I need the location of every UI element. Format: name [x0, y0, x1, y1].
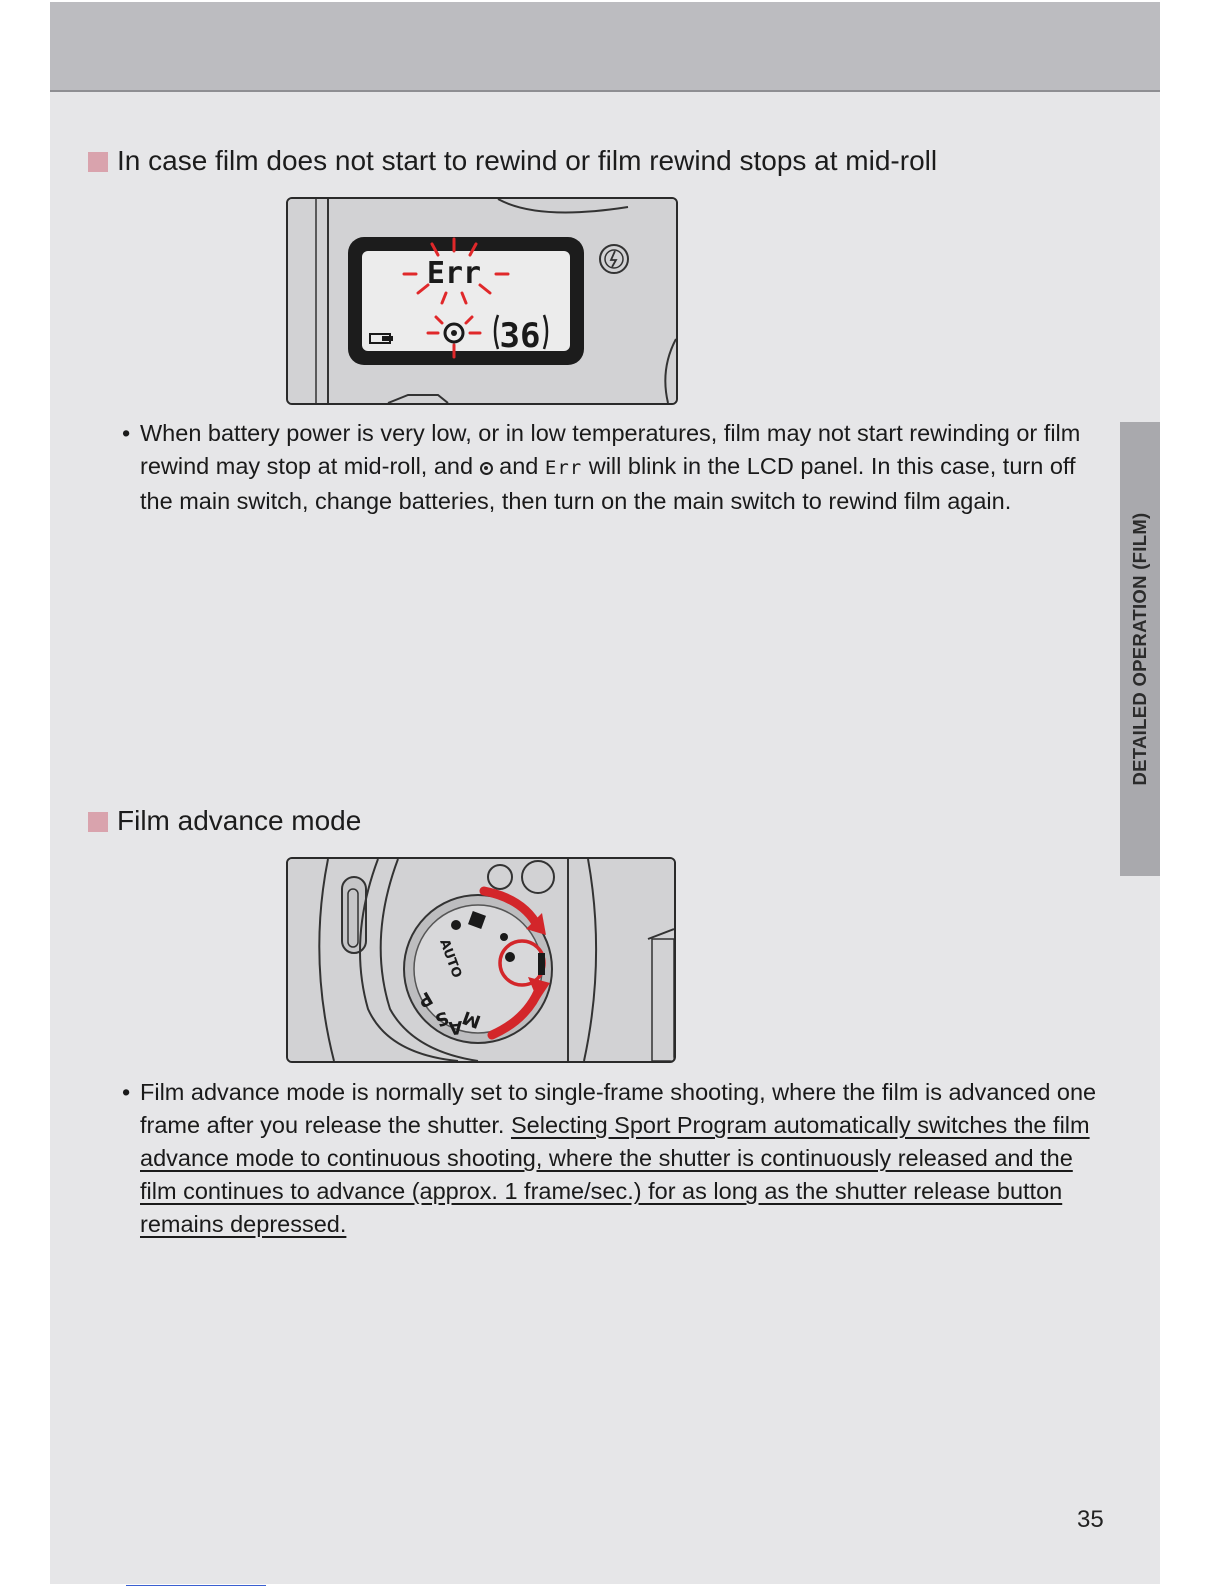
rewind-lcd-icon — [480, 462, 493, 475]
heading-square-icon — [88, 812, 108, 832]
mode-dial-illustration — [286, 857, 676, 1063]
bullet-text: Film advance mode is normally set to single-frame shooting, where the film is advanced one frame after you release the shutter. Selecting Sport Program automatically switches the film advance mode to continuous shooting, where the shutter is continuously released and the film continues to advance (approx. 1 frame/sec.) for as long as the shutter release button remains depressed. — [140, 1079, 1097, 1237]
bullet-dot: • — [122, 1079, 131, 1105]
lcd-err-text: Err — [426, 256, 482, 291]
dial-label-s: S — [432, 1006, 452, 1031]
manual-page — [50, 2, 1160, 1584]
lcd-frame-counter: 36 — [499, 316, 541, 356]
page-number: 35 — [1077, 1506, 1104, 1533]
header-band — [50, 2, 1160, 92]
underlined-sport-program-note: Selecting Sport Program automatically switches the film advance mode to continuous shooting, where the shutter is continuously released and the film continues to advance (approx. 1 frame/sec.) for as long as the shutter release button remains depressed. — [140, 1112, 1090, 1237]
section-heading-rewind: In case film does not start to rewind or film rewind stops at mid-roll — [88, 145, 937, 177]
bullet-text: When battery power is very low, or in low temperatures, film may not start rewinding or film rewind may stop at mid-roll, and and Err will blink in the LCD panel. In this case, turn off the main switch, change batteries, then turn on the main switch to rewind film again. — [140, 420, 1081, 514]
side-tab-detailed-operation: DETAILED OPERATION (FILM) — [1120, 422, 1160, 876]
dial-label-p: P — [414, 986, 436, 1012]
lcd-illustration-svg — [288, 199, 676, 403]
inline-err-glyph: Err — [544, 457, 583, 479]
section-heading-film-advance: Film advance mode — [88, 805, 361, 837]
heading-square-icon — [88, 152, 108, 172]
dial-label-m: M — [459, 1006, 484, 1033]
lcd-panel-illustration — [286, 197, 678, 405]
bullet-dot: • — [122, 420, 131, 446]
dial-label-a: A — [447, 1016, 464, 1039]
dial-illustration-svg — [288, 859, 674, 1061]
dial-label-auto: AUTO — [436, 937, 465, 981]
